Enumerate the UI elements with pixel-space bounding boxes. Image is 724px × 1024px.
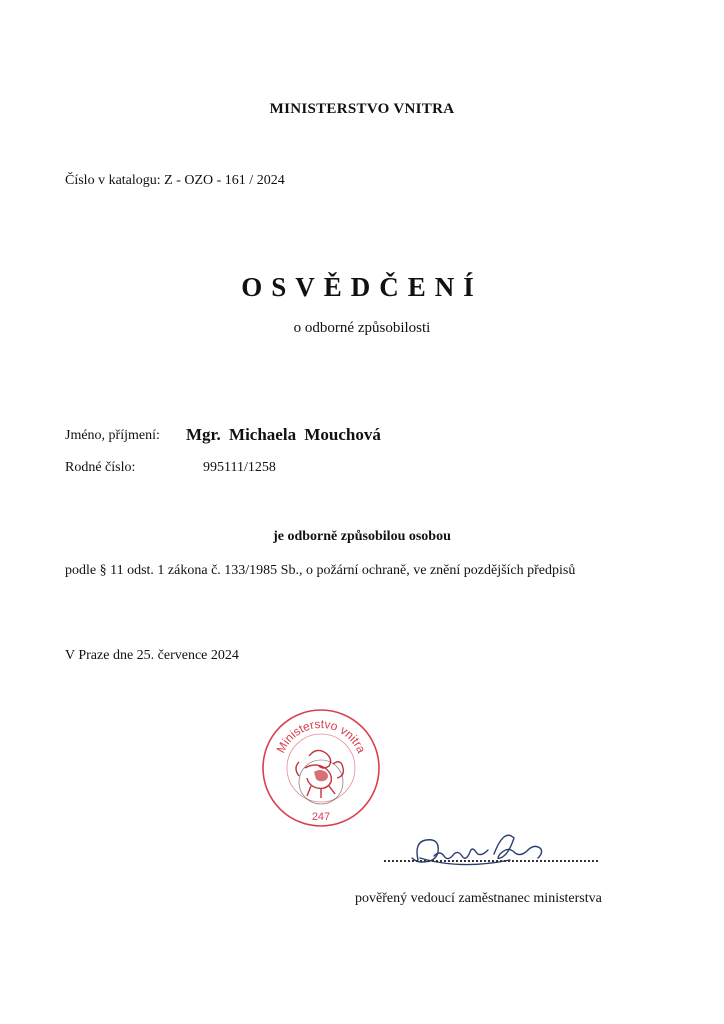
certificate-subtitle: o odborné způsobilosti bbox=[293, 320, 431, 336]
competence-statement: je odborně způsobilou osobou bbox=[273, 529, 451, 544]
legal-basis: podle § 11 odst. 1 zákona č. 133/1985 Sb., o požární ochraně, ve znění pozdějších předpisů bbox=[65, 563, 576, 578]
official-stamp bbox=[259, 706, 384, 831]
catalog-number: Číslo v katalogu: Z - OZO - 161 / 2024 bbox=[65, 173, 285, 188]
place-and-date: V Praze dne 25. července 2024 bbox=[65, 648, 239, 663]
stamp-number: 247 bbox=[311, 811, 331, 823]
stamp-text: Ministerstvo vnitra bbox=[273, 716, 369, 756]
birth-number-label: Rodné číslo: bbox=[65, 460, 136, 475]
stamp-graphic bbox=[259, 706, 384, 831]
signer-title: pověřený vedoucí zaměstnanec ministerstva bbox=[355, 891, 602, 906]
signature-line bbox=[384, 860, 598, 862]
birth-number-value: 995111/1258 bbox=[203, 460, 276, 475]
certificate-title: OSVĚDČENÍ bbox=[241, 272, 483, 302]
ministry-header: MINISTERSTVO VNITRA bbox=[269, 101, 455, 117]
name-label: Jméno, příjmení: bbox=[65, 428, 160, 443]
name-value: Mgr. Michaela Mouchová bbox=[186, 425, 381, 444]
handwritten-signature bbox=[398, 818, 578, 878]
